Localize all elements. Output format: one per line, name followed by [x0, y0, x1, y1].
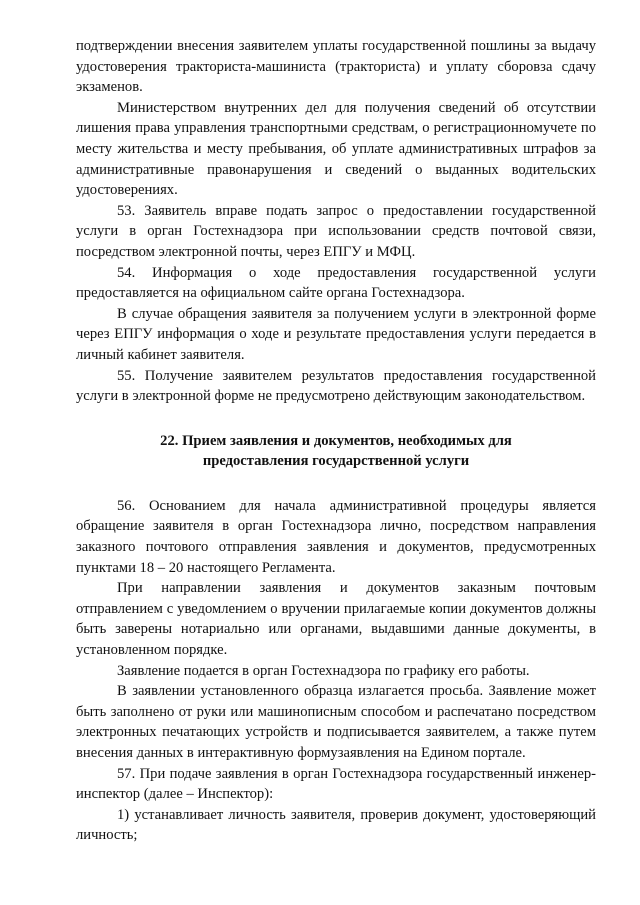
paragraph-continuation: подтверждении внесения заявителем уплаты государственной пошлины за выдачу удостоверения тракториста-машиниста (тракториста) и уплату сборовза сдачу экзаменов. — [76, 38, 596, 96]
paragraph-57: 57. При подаче заявления в орган Гостехнадзора государственный инженер-инспектор (далее – Инспектор): — [76, 765, 596, 803]
paragraph-application-form: В заявлении установленного образца излагается просьба. Заявление может быть заполнено от руки или машинописным способом и распечатано посредством электронных печатающих устройств и подписывается заявителем, а также путем внесения данных в интерактивную формузаявления на Едином портале. — [76, 683, 596, 761]
spacer — [76, 407, 596, 431]
paragraph-registered-mail: При направлении заявления и документов заказным почтовым отправлением с уведомлением о вручении прилагаемые копии документов должны быть заверены нотариально или органами, выдавшими данные документы, в установленном порядке. — [76, 580, 596, 659]
paragraph-schedule: Заявление подается в орган Гостехнадзора по графику его работы. — [117, 662, 530, 679]
paragraph-57-item-1: 1) устанавливает личность заявителя, проверив документ, удостоверяющий личность; — [76, 806, 596, 844]
paragraph-electronic-form: В случае обращения заявителя за получением услуги в электронной форме через ЕПГУ информация о ходе и результате предоставления услуги передается в личный кабинет заявителя. — [76, 305, 596, 363]
section-heading-line-1: 22. Прием заявления и документов, необходимых для — [160, 432, 512, 449]
paragraph-53: 53. Заявитель вправе подать запрос о предоставлении государственной услуги в орган Гостехнадзора при использовании средств почтовой связи, посредством электронной почты, через ЕПГУ и МФЦ. — [76, 202, 596, 260]
paragraph-54: 54. Информация о ходе предоставления государственной услуги предоставляется на официальном сайте органа Гостехнадзора. — [76, 264, 596, 302]
paragraph-56: 56. Основанием для начала административной процедуры является обращение заявителя в орган Гостехнадзора лично, посредством направления заказного почтового отправления заявления и документов, предусмотренных пунктами 18 – 20 настоящего Регламента. — [76, 497, 596, 576]
paragraph-mvd-info: Министерством внутренних дел для получения сведений об отсутствии лишения права управления транспортными средствам, о регистрационномучете по месту жительства и месту пребывания, об уплате административных штрафов за административные правонарушения и сведений о выданных водительских удостоверениях. — [76, 99, 596, 199]
paragraph-55: 55. Получение заявителем результатов предоставления государственной услуги в электронной форме не предусмотрено действующим законодательством. — [76, 367, 596, 405]
section-heading-line-2: предоставления государственной услуги — [202, 453, 470, 470]
spacer — [76, 472, 596, 496]
